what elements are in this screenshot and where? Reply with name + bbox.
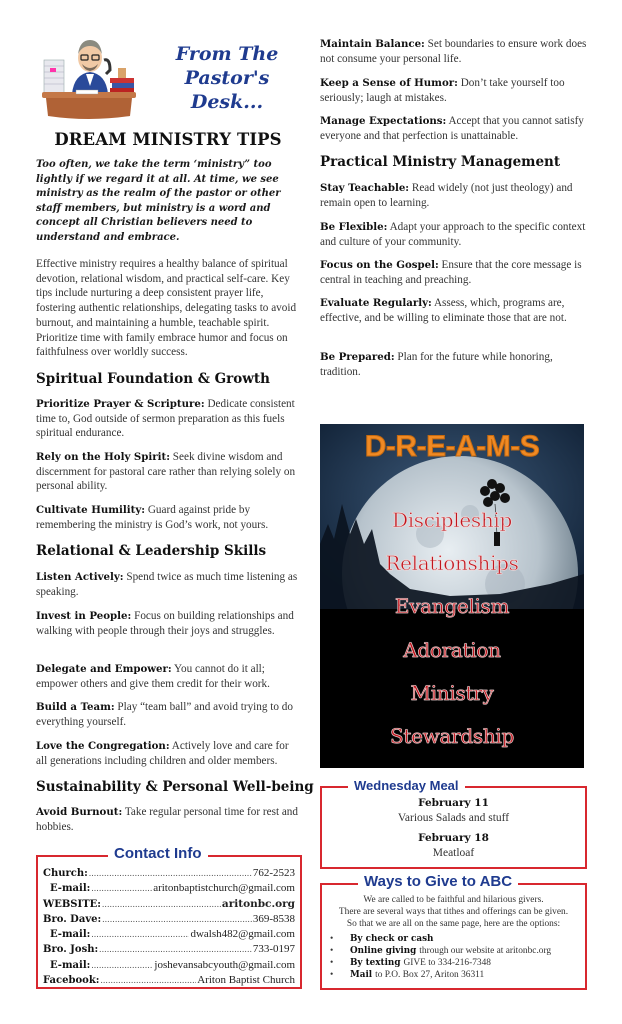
tip-item [320,296,590,325]
tip-label: Evaluate Regularly: [320,297,432,309]
tip-item [320,181,590,210]
tip-text: Accept that you cannot satisfy everyone and that perfection is unattainable. [320,115,584,142]
leader-dots [99,942,252,957]
meal-menu: Meatloaf [432,847,475,859]
tip-text: Spend twice as much time listening as speaking. [36,571,298,598]
dreams-word: Discipleship [391,508,513,532]
dreams-word: Stewardship [389,724,515,748]
giving-intro-line: So that we are all on the same page, here are the options: [346,919,561,930]
giving-option-label: Online giving [350,945,417,956]
contact-label: Church: [43,868,88,879]
leader-dots [91,881,152,896]
tip-text: Actively love and care for all generations including children and older members. [36,740,289,767]
tip-label: Listen Actively: [36,571,124,583]
contact-row-website [43,897,295,912]
tip-label: Maintain Balance: [320,38,425,50]
tip-label: Avoid Burnout: [36,806,123,818]
giving-option [326,969,581,981]
contact-row-church [43,866,295,881]
tip-label: Focus on the Gospel: [320,259,439,271]
tip-text: Adapt your approach to the specific context and culture of your community. [320,221,586,248]
giving-options-list [326,933,581,982]
facebook-link[interactable]: Ariton Baptist Church [197,974,295,987]
dreams-word: Ministry [410,681,494,705]
church-phone[interactable]: 762-2523 [252,867,295,879]
josh-phone[interactable]: 733-0197 [252,943,295,956]
pastor-at-desk-illustration [40,30,138,122]
contact-label: E-mail: [50,959,91,971]
josh-email-link[interactable]: joshevansabcyouth@gmail.com [154,958,295,971]
giving-option [326,945,581,957]
tip-item [36,609,302,638]
contact-row-church-email [43,881,295,896]
pastor-column-title [152,42,302,114]
tip-item [320,37,590,66]
tip-label: Delegate and Empower: [36,663,172,675]
giving-option-label: By texting [350,958,401,969]
contact-label: Bro. Dave: [43,913,102,925]
leader-dots [102,897,221,912]
dave-email-link[interactable]: dwalsh482@gmail.com [190,928,295,941]
tip-text: Read widely (not just theology) and remain open to learning. [320,182,573,209]
title-line: Desk... [190,91,264,113]
tip-label: Prioritize Prayer & Scripture: [36,398,205,410]
tip-item [36,700,302,729]
tip-item [36,397,302,441]
bullet-icon: • [330,945,334,956]
giving-intro-line: We are called to be faithful and hilarious givers. [363,895,544,905]
meal-menu: Various Salads and stuff [397,812,510,824]
tip-item [36,450,302,494]
title-line: From The [175,43,279,65]
ways-to-give-title: Ways to Give to ABC [358,873,518,891]
main-title: DREAM MINISTRY TIPS [54,130,282,149]
tip-text: Seek divine wisdom and discernment for pastoral care rather than relying solely on personal ability. [36,451,296,493]
tip-text: Guard against pride by remembering the ministry is God’s work, not yours. [36,504,269,531]
tip-label: Rely on the Holy Spirit: [36,451,170,463]
contact-info-box [36,845,302,989]
dave-phone[interactable]: 369-8538 [252,912,295,925]
tip-item [320,350,590,379]
contact-row-dave [43,912,295,927]
giving-option-label: By check or cash [350,933,434,944]
pastor-header [40,30,300,125]
tip-text: Ensure that the core message is central in teaching and preaching. [320,259,582,286]
tip-item [320,114,590,143]
bullet-icon: • [330,958,334,969]
giving-option-text: to P.O. Box 27, Ariton 36311 [375,970,485,981]
tip-label: Stay Teachable: [320,182,410,194]
giving-option-text: GIVE to 334-216-7348 [403,958,491,969]
section-heading: Sustainability & Personal Well-being [36,779,314,795]
contact-label: E-mail: [50,883,91,895]
tip-item [36,662,302,691]
intro-italic-paragraph: Too often, we take the term ‘ministry” too lightly if we regard it at all. At time, we see ministry as the realm of the pastor or other staff members, but ministry is a word and concept all Christian believers need to understand and embrace. [36,159,281,243]
meal-schedule [322,796,585,861]
tip-item [320,220,590,249]
dreams-acronym: D-R-E-A-M-S [364,430,540,463]
tip-label: Build a Team: [36,701,115,713]
tip-item [36,570,302,599]
dreams-word: Adoration [403,638,501,662]
tip-text: Plan for the future while honoring, tradition. [320,351,553,378]
leader-dots [100,973,196,988]
contact-info-title: Contact Info [108,845,208,863]
bullet-icon: • [330,970,334,981]
tip-item [36,739,302,768]
intro-body-paragraph: Effective ministry requires a healthy balance of spiritual devotion, relational wisdom, and practical self-care. Key tips include nurturing a deep consistent prayer life, fostering authentic relationships, delegating tasks to avoid burnout, and maintaining a humble, teachable spirit. Prioritize time with family embrace humor and focus on faithfulness over worldly success. [36,258,297,359]
contact-row-facebook [43,973,295,988]
contact-list [43,866,295,988]
tip-item [36,805,302,834]
tip-text: Don’t take yourself too seriously; laugh at mistakes. [320,77,565,104]
bullet-icon: • [330,933,334,944]
church-email-link[interactable]: aritonbaptistchurch@gmail.com [153,882,295,895]
tip-label: Be Flexible: [320,221,388,233]
tip-label: Be Prepared: [320,351,395,363]
leader-dots [91,927,189,942]
section-heading: Relational & Leadership Skills [36,543,267,559]
leader-dots [89,866,252,881]
tip-item [36,503,302,532]
contact-row-josh [43,942,295,957]
meal-date: February 11 [418,797,489,809]
ways-to-give-box [320,873,587,990]
tip-item [320,76,590,105]
tip-text: Set boundaries to ensure work does not consume your personal life. [320,38,587,65]
tip-item [320,258,590,287]
tip-text: You cannot do it all; empower others and give them credit for their work. [36,663,270,690]
contact-label: Bro. Josh: [43,944,99,956]
tip-label: Keep a Sense of Humor: [320,77,458,89]
wednesday-meal-box [320,778,587,869]
contact-row-josh-email [43,958,295,973]
tip-text: Assess, which, programs are, effective, and be willing to eliminate those that are not. [320,297,567,324]
tip-label: Cultivate Humility: [36,504,146,516]
dreams-graphic [320,424,584,768]
leader-dots [102,912,252,927]
giving-option-label: Mail [350,970,373,981]
section-heading: Practical Ministry Management [320,154,561,170]
dreams-word: Relationships [385,551,519,575]
giving-option [326,957,581,969]
giving-option [326,933,581,945]
website-link[interactable]: aritonbc.org [221,897,295,910]
tip-text: Play “team ball” and avoid trying to do everything yourself. [36,701,293,728]
dreams-word: Evangelism [394,594,510,618]
wednesday-meal-title: Wednesday Meal [348,778,465,794]
giving-intro-line: There are several ways that tithes and offerings can be given. [338,907,569,918]
contact-label: WEBSITE: [43,898,101,910]
tip-text: Take regular personal time for rest and hobbies. [36,806,298,833]
tip-label: Manage Expectations: [320,115,447,127]
tip-label: Invest in People: [36,610,132,622]
contact-row-dave-email [43,927,295,942]
contact-label: E-mail: [50,929,91,941]
tip-text: Dedicate consistent time to, God outside of sermon preparation as this fuels spiritual endurance. [36,398,295,440]
tip-label: Love the Congregation: [36,740,170,752]
contact-label: Facebook: [43,975,100,987]
tip-text: Focus on building relationships and walking with people through their joys and struggles. [36,610,294,637]
giving-content [326,894,581,981]
leader-dots [91,958,153,973]
giving-option-text[interactable]: through our website at aritonbc.org [419,945,552,956]
section-heading: Spiritual Foundation & Growth [36,371,270,387]
title-line: Pastor's [184,67,270,89]
meal-date: February 18 [418,832,489,844]
